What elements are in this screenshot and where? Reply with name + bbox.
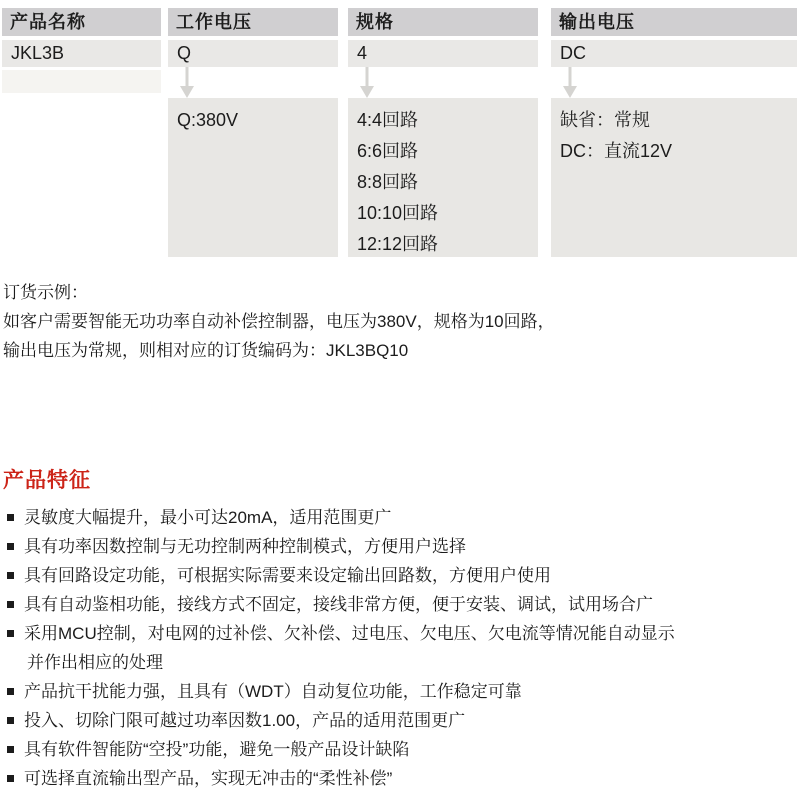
product-features-section	[3, 468, 803, 793]
option-line: 8:8回路	[357, 172, 419, 192]
option-line: 4:4回路	[357, 110, 419, 130]
down-arrow-icon	[180, 67, 194, 98]
feature-text: 产品抗干扰能力强，且具有（WDT）自动复位功能，工作稳定可靠	[24, 682, 522, 701]
feature-item	[3, 706, 803, 735]
bullet-square-icon	[7, 717, 14, 724]
feature-item	[3, 619, 803, 648]
feature-text: 可选择直流输出型产品，实现无冲击的“柔性补偿”	[24, 769, 393, 788]
option-line: 6:6回路	[357, 141, 419, 161]
down-arrow-icon	[563, 67, 577, 98]
option-line: DC：直流12V	[560, 141, 673, 161]
bullet-square-icon	[7, 543, 14, 550]
feature-text: 投入、切除门限可越过功率因数1.00，产品的适用范围更广	[24, 711, 466, 730]
feature-item	[3, 677, 803, 706]
column-value-working-voltage: Q	[168, 40, 338, 67]
column-working-voltage	[168, 0, 338, 130]
feature-item	[3, 503, 803, 532]
features-list	[3, 503, 803, 793]
ordering-example	[3, 278, 555, 365]
feature-text: 具有自动鉴相功能，接线方式不固定，接线非常方便，便于安装、调试，试用场合广	[24, 595, 653, 614]
option-line: 12:12回路	[357, 234, 439, 254]
column-output-voltage	[551, 0, 797, 161]
feature-text: 具有回路设定功能，可根据实际需要来设定输出回路数，方便用户使用	[24, 566, 551, 585]
bullet-square-icon	[7, 630, 14, 637]
feature-item-continuation	[3, 648, 803, 677]
feature-item	[3, 532, 803, 561]
column-header-working-voltage: 工作电压	[168, 8, 338, 36]
bullet-square-icon	[7, 775, 14, 782]
feature-item	[3, 764, 803, 793]
down-arrow-icon	[360, 67, 374, 98]
feature-text: 灵敏度大幅提升，最小可达20mA，适用范围更广	[24, 508, 392, 527]
feature-item	[3, 590, 803, 619]
output-voltage-options-box	[551, 98, 797, 257]
feature-item	[3, 561, 803, 590]
column-header-product-name: 产品名称	[2, 8, 161, 36]
column-product-name	[2, 0, 161, 67]
feature-text: 并作出相应的处理	[27, 653, 163, 672]
option-line: Q:380V	[177, 110, 239, 130]
column-header-output-voltage: 输出电压	[551, 8, 797, 36]
spec-options-box	[348, 98, 538, 257]
feature-text: 具有功率因数控制与无功控制两种控制模式，方便用户选择	[24, 537, 466, 556]
ordering-example-line: 输出电压为常规，则相对应的订货编码为：JKL3BQ10	[3, 341, 409, 360]
ordering-example-title: 订货示例：	[3, 283, 88, 302]
bullet-square-icon	[7, 572, 14, 579]
bullet-square-icon	[7, 746, 14, 753]
column-value-product-name: JKL3B	[2, 40, 161, 67]
feature-text: 具有软件智能防“空投”功能，避免一般产品设计缺陷	[24, 740, 410, 759]
bullet-square-icon	[7, 688, 14, 695]
column-placeholder-box	[2, 70, 161, 93]
ordering-example-line: 如客户需要智能无功功率自动补偿控制器，电压为380V，规格为10回路，	[3, 312, 555, 331]
option-line: 缺省：常规	[560, 110, 650, 130]
feature-text: 采用MCU控制，对电网的过补偿、欠补偿、过电压、欠电压、欠电流等情况能自动显示	[24, 624, 675, 643]
column-spec	[348, 0, 538, 254]
bullet-square-icon	[7, 514, 14, 521]
working-voltage-options-box	[168, 98, 338, 257]
option-line: 10:10回路	[357, 203, 439, 223]
bullet-square-icon	[7, 601, 14, 608]
column-value-output-voltage: DC	[551, 40, 797, 67]
column-header-spec: 规格	[348, 8, 538, 36]
column-value-spec: 4	[348, 40, 538, 67]
ordering-code-table	[0, 0, 805, 262]
features-title: 产品特征	[3, 469, 91, 492]
feature-item	[3, 735, 803, 764]
